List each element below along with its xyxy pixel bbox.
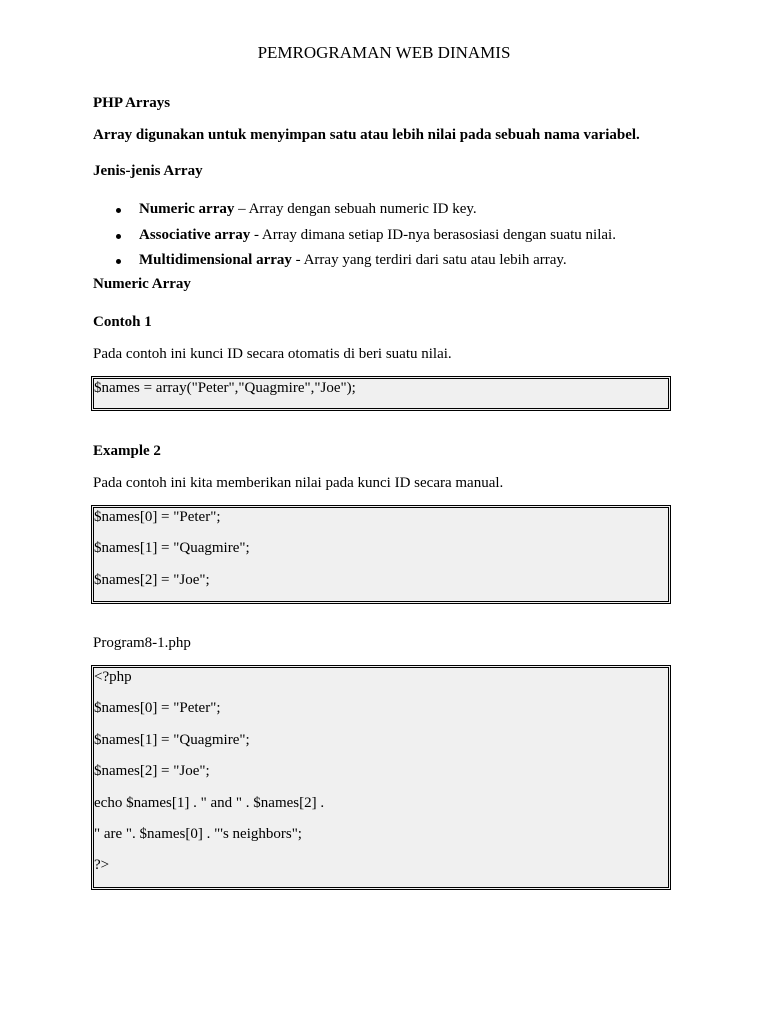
heading-php-arrays: PHP Arrays xyxy=(93,95,171,111)
code-box-3 xyxy=(91,665,671,890)
code-line: echo $names[1] . " and " . $names[2] . xyxy=(94,795,325,811)
code-line: $names[0] = "Peter"; xyxy=(94,509,221,525)
code-line: $names[1] = "Quagmire"; xyxy=(94,540,250,556)
bullet-sep: - xyxy=(291,252,304,268)
contoh-1-text: Pada contoh ini kunci ID secara otomatis di beri suatu nilai. xyxy=(93,346,452,362)
code-line: $names = array("Peter","Quagmire","Joe"); xyxy=(94,380,356,396)
code-line: " are ". $names[0] . "'s neighbors"; xyxy=(94,826,302,842)
bullet-term: Associative array xyxy=(139,227,251,243)
heading-example-2: Example 2 xyxy=(93,443,161,459)
bullet-sep: - xyxy=(250,227,262,243)
bullet-icon xyxy=(116,259,121,264)
example-2-text: Pada contoh ini kita memberikan nilai pada kunci ID secara manual. xyxy=(93,475,504,491)
page-title: PEMROGRAMAN WEB DINAMIS xyxy=(257,43,511,62)
heading-numeric-array: Numeric Array xyxy=(93,276,191,292)
bullet-desc: Array yang terdiri dari satu atau lebih array. xyxy=(303,252,567,268)
bullet-term: Multidimensional array xyxy=(139,252,292,268)
intro-text: Array digunakan untuk menyimpan satu atau lebih nilai pada sebuah nama variabel. xyxy=(93,127,640,143)
program-label: Program8-1.php xyxy=(93,635,191,651)
bullet-item xyxy=(139,228,616,243)
code-box-1 xyxy=(91,376,671,411)
heading-contoh-1: Contoh 1 xyxy=(93,314,152,330)
bullet-icon xyxy=(116,208,121,213)
code-line: $names[0] = "Peter"; xyxy=(94,700,221,716)
code-box-2 xyxy=(91,505,671,604)
bullet-sep: – xyxy=(234,201,249,217)
code-line: <?php xyxy=(94,669,132,685)
bullet-desc: Array dimana setiap ID-nya berasosiasi dengan suatu nilai. xyxy=(261,227,616,243)
bullet-item xyxy=(139,253,567,268)
code-line: ?> xyxy=(94,857,110,873)
bullet-item xyxy=(139,202,477,217)
bullet-desc: Array dengan sebuah numeric ID key. xyxy=(248,201,477,217)
code-line: $names[2] = "Joe"; xyxy=(94,572,210,588)
heading-jenis-array: Jenis-jenis Array xyxy=(93,163,203,179)
bullet-term: Numeric array xyxy=(139,201,235,217)
code-line: $names[1] = "Quagmire"; xyxy=(94,732,250,748)
bullet-icon xyxy=(116,234,121,239)
code-line: $names[2] = "Joe"; xyxy=(94,763,210,779)
